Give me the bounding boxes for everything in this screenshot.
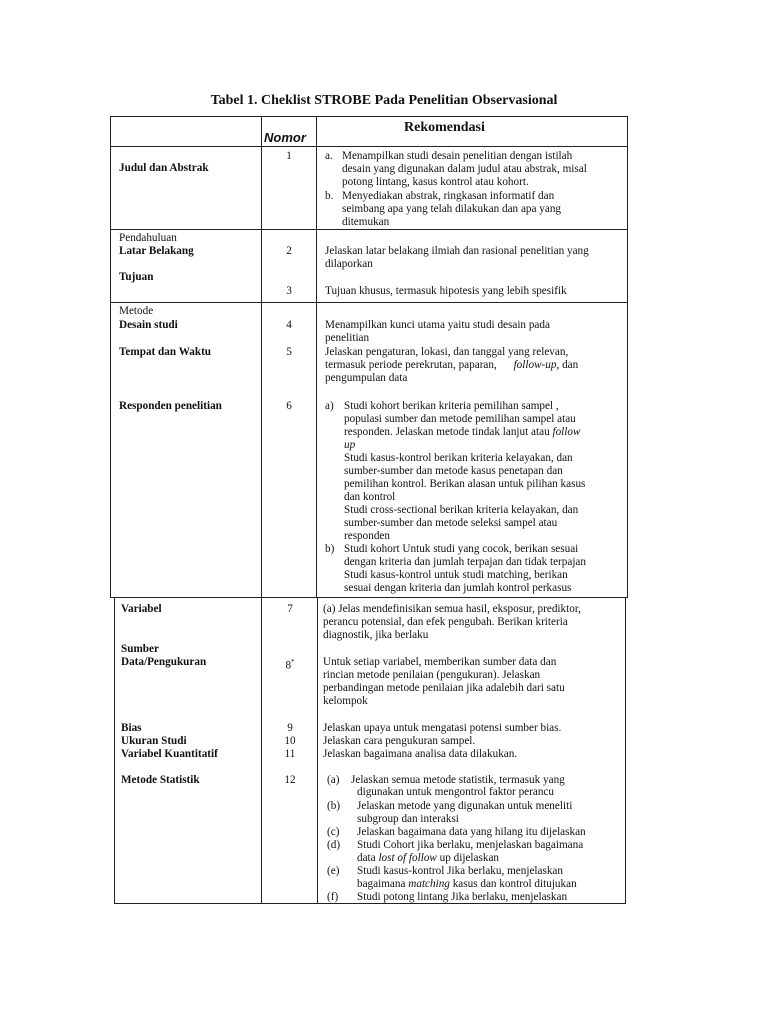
row-number: 12 [284,774,296,786]
row-label-sumber: Sumber [121,643,159,655]
row-label-judul: Judul dan Abstrak [119,162,209,174]
table-part-2 [114,597,626,904]
row-label-variabel: Variabel [121,603,162,615]
recommendation-judul: a. Menampilkan studi desain penelitian dengan istilah desain yang digunakan dalam judul atau abstrak, misal potong lintang, kasus kontrol atau kohort. b. Menyediakan abstrak, ringkasan informatif dan seimbang apa yang telah dilakukan dan apa yang ditemukan [325,150,587,228]
row-number: 2 [286,245,292,257]
row-label-metode-statistik: Metode Statistik [121,774,200,786]
row-number: 9 [287,722,293,734]
table-part-1 [110,116,628,598]
recommendation-sumber-cont3: kelompok [323,695,368,707]
row-label-variabel-kuantitatif: Variabel Kuantitatif [121,748,218,760]
header-rekomendasi: Rekomendasi [404,120,485,135]
recommendation-latar-cont: dilaporkan [325,258,373,270]
recommendation-variabel-cont2: diagnostik, jika berlaku [323,629,429,641]
section-metode: Metode [119,305,154,317]
table-title: Tabel 1. Cheklist STROBE Pada Penelitian Observasional [210,93,558,108]
row-number: 5 [286,346,292,358]
recommendation-sumber-cont2: perbandingan metode penilaian jika adalebih dari satu [323,682,565,694]
recommendation-desain: Menampilkan kunci utama yaitu studi desain pada [325,319,550,331]
recommendation-tempat: Jelaskan pengaturan, lokasi, dan tanggal yang relevan, [325,346,569,358]
recommendation-tempat-cont: termasuk periode perekrutan, paparan, follow-up, dan [325,359,579,371]
recommendation-sumber: Untuk setiap variabel, memberikan sumber data dan [323,656,557,668]
row-label-tempat-waktu: Tempat dan Waktu [119,346,212,358]
recommendation-latar: Jelaskan latar belakang ilmiah dan rasional penelitian yang [325,245,589,257]
recommendation-tujuan: Tujuan khusus, termasuk hipotesis yang lebih spesifik [325,285,567,297]
row-number: 8* [285,658,295,672]
recommendation-sumber-cont: rincian metode penilaian (pengukuran). Jelaskan [323,669,541,681]
row-label-responden: Responden penelitian [119,400,222,412]
row-number: 4 [286,319,292,331]
recommendation-bias: Jelaskan upaya untuk mengatasi potensi sumber bias. [323,722,562,734]
row-label-tujuan: Tujuan [119,271,154,283]
column-divider [316,117,317,597]
column-divider [317,598,318,903]
row-label-data-pengukuran: Data/Pengukuran [121,656,207,668]
row-number: 11 [284,748,296,760]
column-divider [261,598,262,903]
row-label-latar-belakang: Latar Belakang [119,245,194,257]
recommendation-statistik: (a) Jelaskan semua metode statistik, termasuk yang digunakan untuk mengontrol faktor perancu (b) Jelaskan metode yang digunakan untuk meneliti subgroup dan interaksi (c) Jelaskan bagaimana data yang hilang itu dijelaskan (d) Studi Cohort jika berlaku, menjelaskan bagaimana data lost of follow up dijelaskan (e) Studi kasus-kontrol Jika berlaku, menjelaskan bagaimana matching kasus dan kontrol ditujukan (f) Studi potong lintang Jika berlaku, menjelaskan [327,774,586,903]
recommendation-variabel: (a) Jelas mendefinisikan semua hasil, eksposur, prediktor, [323,603,581,615]
recommendation-variabel-cont: perancu potensial, dan efek pengubah. Berikan kriteria [323,616,568,628]
row-label-bias: Bias [121,722,142,734]
row-number: 3 [286,285,292,297]
header-nomor: Nomor [264,130,306,145]
column-divider [261,117,262,597]
section-pendahuluan: Pendahuluan [119,232,177,244]
row-divider [111,146,627,147]
row-divider [111,302,627,303]
row-label-desain-studi: Desain studi [119,319,178,331]
recommendation-responden: a) Studi kohort berikan kriteria pemilihan sampel , populasi sumber dan metode pemilihan sampel atau responden. Jelaskan metode tindak lanjut atau follow up Studi kasus-kontrol berikan kriteria kelayakan, dan sumber-sumber dan metode kasus penetapan dan pemilihan kontrol. Berikan alasan untuk pilihan kasus dan kontrol Studi cross-sectional berikan kriteria kelayakan, dan sumber-sumber dan metode seleksi sampel atau responden b) Studi kohort Untuk studi yang cocok, berikan sesuai dengan kriteria dan jumlah terpajan dan tidak terpajan Studi kasus-kontrol untuk studi matching, berikan sesuai dengan kriteria dan jumlah kontrol perkasus [325,400,586,594]
recommendation-kuantitatif: Jelaskan bagaimana analisa data dilakukan. [323,748,518,760]
recommendation-desain-cont: penelitian [325,332,370,344]
row-label-ukuran-studi: Ukuran Studi [121,735,187,747]
row-number: 7 [287,603,293,615]
row-number: 10 [284,735,296,747]
row-number: 6 [286,400,292,412]
recommendation-tempat-cont2: pengumpulan data [325,372,408,384]
recommendation-ukuran: Jelaskan cara pengukuran sampel. [323,735,476,747]
row-number: 1 [286,150,292,162]
